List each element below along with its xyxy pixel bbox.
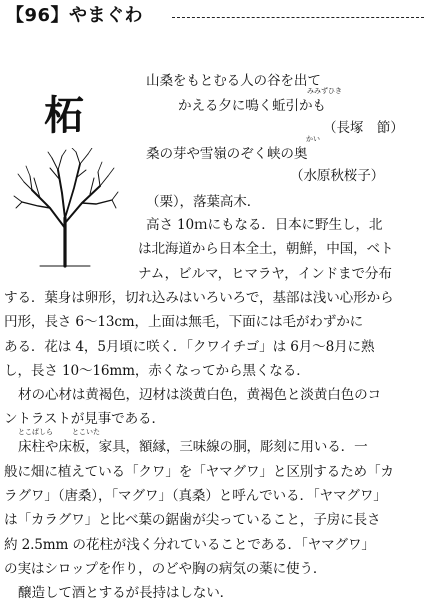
ruby-tokoita: とこいた [72,428,100,436]
body-line-5: する．葉身は卵形，切れ込みはいろいろで，基部は浅い心形から [4,290,394,306]
body-line-14: は「カラグワ」と比べ葉の鋸歯が尖っていること，子房に長さ [4,512,381,528]
body-line-13: ラグワ」（唐桑），「マグワ」（真桑）と呼んでいる．「ヤマグワ」 [4,488,387,504]
tree-illustration [10,148,120,268]
body-line-6: 円形，長さ 6～13cm，上面は無毛，下面には毛がわずかに [4,314,364,330]
page-header [2,0,426,32]
body-line-12: 般に畑に植えている「クワ」を「ヤマグワ」と区別するため「カ [4,464,394,480]
body-line-9: 材の心材は黄褐色，辺材は淡黄白色，黄褐色と淡黄白色のコ [18,387,381,403]
body-line-11: 床柱や床板，家具，額縁，三味線の胴，彫刻に用いる．一 [18,439,368,455]
poem2-line1: 桑の芽や雪嶺のぞく峡の奥 [146,146,308,162]
body-line-4: ナム，ビルマ，ヒマラヤ，インドまで分布 [138,266,392,282]
kanji-heading: 柘 [44,92,84,139]
header-dashed-rule [172,17,424,18]
body-line-3: は北海道から日本全土，朝鮮，中国，ベト [138,241,394,257]
poem2-author: （水原秋桜子） [290,168,385,184]
poem1-line1: 山桑をもとむる人の谷を出て [146,73,321,89]
body-line-16: の実はシロップを作り，のどや胸の病気の薬に使う． [4,561,327,577]
body-line-2: 高さ 10ｍにもなる．日本に野生し，北 [146,217,383,233]
body-line-17: 醸造して酒とするが長持はしない． [18,585,234,601]
body-line-8: し，長さ 10～16mm，赤くなってから黒くなる． [4,363,310,379]
entry-title: 【96】やまぐわ [6,5,144,26]
body-line-7: ある．花は 4，5月頃に咲く．「クワイチゴ」は 6月～8月に熟 [4,339,375,355]
poem1-author: （長塚 節） [323,120,404,136]
body-line-15: 約 2.5mm の花柱が浅く分れていることである．「ヤマグワ」 [4,537,375,553]
body-line-1: （栗），落葉高木． [146,194,261,210]
poem2-ruby: かい [306,135,320,143]
ruby-tokobashira: とこばしら [18,428,53,436]
body-line-10: ントラストが見事である． [4,411,165,427]
poem1-ruby: みみずひき [307,87,342,95]
poem1-line2: かえる夕に鳴く蚯引かも [178,98,326,114]
